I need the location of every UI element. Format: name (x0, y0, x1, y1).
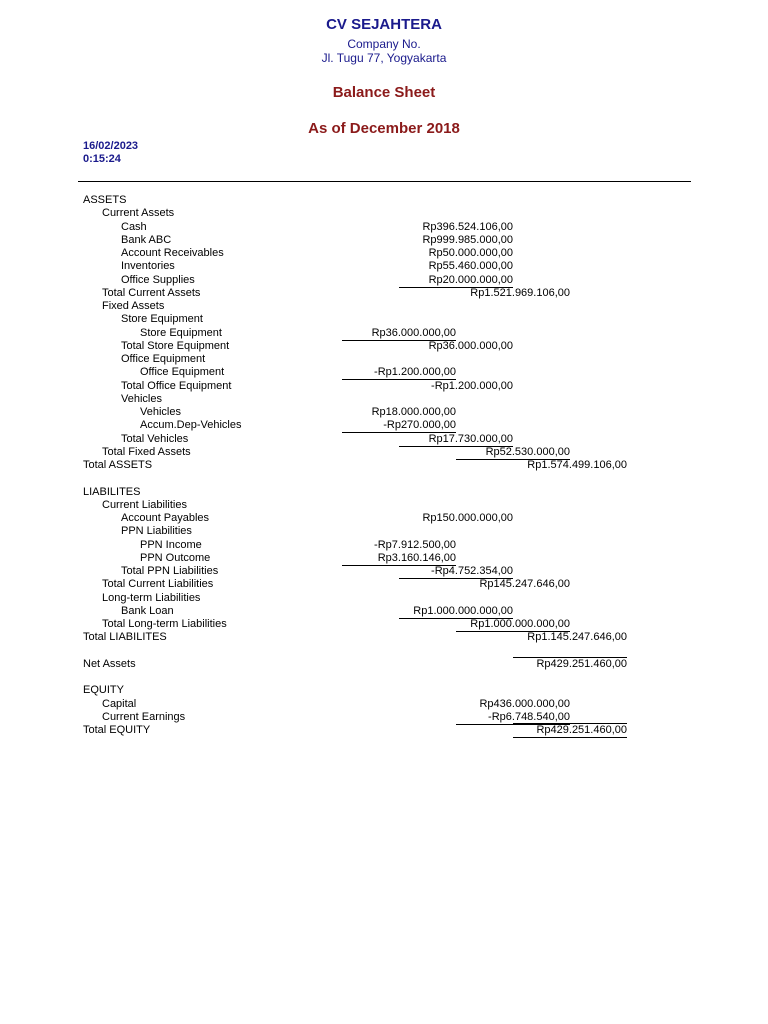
row-amount: Rp429.251.460,00 (536, 724, 627, 736)
row-label: Total Store Equipment (121, 339, 230, 352)
row-label: ASSETS (83, 194, 127, 206)
row-amount: -Rp6.748.540,00 (488, 710, 570, 723)
report-row (0, 512, 768, 525)
report-row (0, 327, 768, 340)
report-row (0, 658, 768, 671)
report-row (0, 194, 768, 207)
report-row (0, 313, 768, 326)
row-label: Total ASSETS (83, 459, 153, 471)
subtotal-rule (513, 737, 627, 738)
row-label: Total Current Liabilities (102, 578, 214, 591)
row-label: PPN Liabilities (121, 525, 192, 538)
row-label: Account Payables (121, 512, 210, 524)
row-label: Vehicles (121, 392, 162, 405)
report-row (0, 552, 768, 565)
report-row (0, 234, 768, 247)
row-label: Total Long-term Liabilities (102, 618, 227, 630)
row-amount: Rp17.730.000,00 (428, 432, 513, 445)
row-label: Current Assets (102, 207, 175, 220)
row-label: PPN Outcome (140, 551, 211, 564)
report-row (0, 618, 768, 631)
report-row (0, 207, 768, 220)
report-row (0, 393, 768, 406)
row-label: Store Equipment (140, 326, 222, 339)
row-amount: Rp145.247.646,00 (479, 578, 570, 591)
report-row (0, 287, 768, 300)
report-row (0, 499, 768, 512)
report-row (0, 578, 768, 591)
row-label: Total Office Equipment (121, 379, 232, 392)
report-row (0, 247, 768, 260)
row-amount: Rp1.000.000.000,00 (470, 618, 570, 630)
row-label: LIABILITES (83, 485, 141, 498)
row-amount: Rp1.000.000.000,00 (413, 604, 513, 617)
row-label: Vehicles (140, 406, 181, 418)
company-name: CV SEJAHTERA (326, 16, 442, 33)
row-label: Office Supplies (121, 273, 195, 286)
row-amount: -Rp7.912.500,00 (374, 538, 456, 551)
row-label: Inventories (121, 260, 175, 273)
report-row (0, 565, 768, 578)
report-row (0, 486, 768, 499)
report-row (0, 592, 768, 605)
report-row (0, 300, 768, 313)
print-time: 0:15:24 (83, 153, 121, 165)
report-row (0, 366, 768, 379)
row-label: Total LIABILITES (83, 631, 167, 644)
report-title: Balance Sheet (332, 84, 436, 101)
row-label: Current Liabilities (102, 498, 187, 511)
row-label: Fixed Assets (102, 300, 165, 312)
row-amount: Rp436.000.000,00 (479, 697, 570, 710)
row-amount: Rp20.000.000,00 (428, 273, 513, 286)
row-label: Total EQUITY (83, 724, 151, 736)
row-label: Cash (121, 220, 147, 233)
report-row (0, 724, 768, 737)
report-period: As of December 2018 (308, 120, 460, 137)
row-amount: Rp55.460.000,00 (428, 260, 513, 273)
row-label: PPN Income (140, 538, 202, 551)
row-amount: Rp52.530.000,00 (485, 445, 570, 458)
row-label: Long-term Liabilities (102, 591, 201, 604)
report-row (0, 406, 768, 419)
row-amount: Rp396.524.106,00 (422, 220, 513, 233)
row-label: Accum.Dep-Vehicles (140, 419, 242, 432)
report-row (0, 605, 768, 618)
row-label: Capital (102, 697, 137, 710)
report-row (0, 539, 768, 552)
row-label: Total Vehicles (121, 432, 189, 445)
report-row (0, 433, 768, 446)
row-amount: Rp36.000.000,00 (371, 326, 456, 339)
row-label: Current Earnings (102, 710, 186, 723)
row-label: Total PPN Liabilities (121, 565, 219, 577)
row-amount: Rp150.000.000,00 (422, 512, 513, 524)
row-label: Bank Loan (121, 604, 174, 617)
report-row (0, 340, 768, 353)
row-amount: Rp1.574.499.106,00 (527, 459, 627, 471)
row-amount: Rp36.000.000,00 (428, 339, 513, 352)
row-label: Total Fixed Assets (102, 445, 191, 458)
report-row (0, 459, 768, 472)
row-label: EQUITY (83, 684, 124, 697)
row-label: Store Equipment (121, 313, 203, 326)
row-amount: Rp429.251.460,00 (536, 657, 627, 670)
row-amount: Rp1.145.247.646,00 (527, 631, 627, 644)
report-row (0, 446, 768, 459)
row-amount: -Rp1.200.000,00 (374, 366, 456, 379)
report-row (0, 698, 768, 711)
report-row (0, 684, 768, 697)
row-amount: -Rp4.752.354,00 (431, 565, 513, 577)
row-label: Account Receivables (121, 247, 224, 259)
report-row (0, 525, 768, 538)
report-row (0, 380, 768, 393)
row-label: Total Current Assets (102, 286, 201, 299)
total-rule (513, 657, 627, 658)
row-label: Net Assets (83, 657, 136, 670)
report-row (0, 260, 768, 273)
row-amount: Rp3.160.146,00 (377, 551, 456, 564)
report-row (0, 711, 768, 724)
row-label: Office Equipment (140, 366, 225, 379)
row-label: Bank ABC (121, 233, 172, 246)
company-address: Jl. Tugu 77, Yogyakarta (321, 51, 447, 65)
company-number: Company No. (347, 37, 421, 51)
row-amount: Rp18.000.000,00 (371, 406, 456, 418)
print-date: 16/02/2023 (83, 140, 139, 152)
report-row (0, 221, 768, 234)
row-amount: Rp50.000.000,00 (428, 247, 513, 259)
report-row (0, 631, 768, 644)
report-row (0, 353, 768, 366)
report-row (0, 274, 768, 287)
row-amount: -Rp270.000,00 (383, 419, 456, 432)
row-amount: -Rp1.200.000,00 (431, 379, 513, 392)
total-rule (513, 723, 627, 724)
report-row (0, 419, 768, 432)
row-amount: Rp999.985.000,00 (422, 233, 513, 246)
row-amount: Rp1.521.969.106,00 (470, 286, 570, 299)
row-label: Office Equipment (121, 353, 206, 365)
